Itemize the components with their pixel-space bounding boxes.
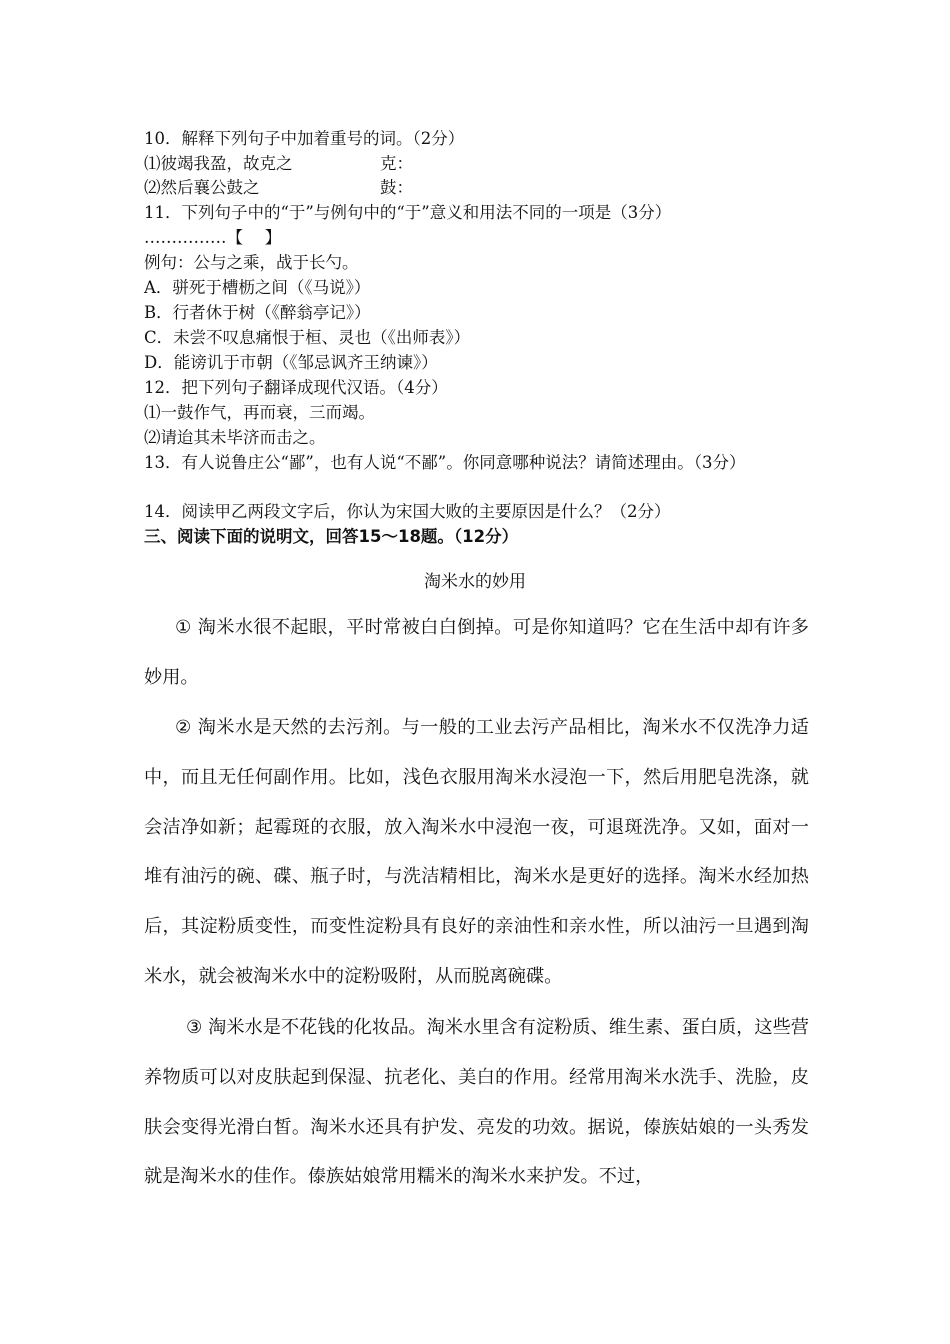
question-11-answer-bracket: ……………【 】 [144, 228, 282, 247]
question-10-item-2 [144, 176, 413, 200]
question-11-option-c: C．未尝不叹息痛恨于桓、灵也（《出师表》） [144, 328, 471, 347]
question-12-stem: 12．把下列句子翻译成现代汉语。（4分） [144, 378, 448, 397]
question-11-option-b: B．行者休于树（《醉翁亭记》） [144, 303, 371, 322]
question-10-item-1 [144, 152, 413, 176]
article-paragraph-2: ② 淘米水是天然的去污剂。与一般的工业去污产品相比，淘米水不仅洗净力适中，而且无任何副作用。比如，浅色衣服用淘米水浸泡一下，然后用肥皂洗涤，就会洁净如新；起霉斑的衣服，放入淘米水中浸泡一夜，可退斑洗净。又如，面对一堆有油污的碗、碟、瓶子时，与洗洁精相比，淘米水是更好的选择。淘米水经加热后，其淀粉质变性，而变性淀粉具有良好的亲油性和亲水性，所以油污一旦遇到淘米水，就会被淘米水中的淀粉吸附，从而脱离碗碟。 [144, 717, 809, 987]
question-10-item-2-label: 鼓： [380, 178, 413, 197]
question-14-stem: 14．阅读甲乙两段文字后，你认为宋国大败的主要原因是什么？（2分） [144, 502, 671, 521]
question-12-item-2: ⑵请迨其未毕济而击之。 [144, 428, 326, 447]
question-10-item-1-text: ⑴彼竭我盈，故克之 [144, 154, 293, 173]
question-11-stem: 11．下列句子中的“于”与例句中的“于”意义和用法不同的一项是（3分） [144, 203, 672, 222]
question-11-option-a: A．骈死于槽枥之间（《马说》） [144, 278, 371, 297]
article-title: 淘米水的妙用 [424, 572, 526, 592]
question-12-item-1: ⑴一鼓作气，再而衰，三而竭。 [144, 403, 375, 422]
question-11-example: 例句：公与之乘，战于长勺。 [144, 253, 359, 272]
article-paragraph-1: ① 淘米水很不起眼，平时常被白白倒掉。可是你知道吗？它在生活中却有许多妙用。 [144, 617, 809, 688]
question-10-item-1-label: 克： [380, 154, 413, 173]
question-10-item-2-text: ⑵然后襄公鼓之 [144, 178, 260, 197]
article-paragraph-3: ③ 淘米水是不花钱的化妆品。淘米水里含有淀粉质、维生素、蛋白质，这些营养物质可以对皮肤起到保湿、抗老化、美白的作用。经常用淘米水洗手、洗脸，皮肤会变得光滑白皙。淘米水还具有护发、亮发的功效。据说，傣族姑娘的一头秀发就是淘米水的佳作。傣族姑娘常用糯米的淘米水来护发。不过， [144, 1017, 809, 1188]
question-11-option-d: D．能谤讥于市朝（《邹忌讽齐王纳谏》） [144, 353, 438, 372]
section-3-heading: 三、阅读下面的说明文，回答15～18题。（12分） [144, 527, 519, 546]
question-10-stem: 10．解释下列句子中加着重号的词。（2分） [144, 129, 465, 148]
question-13-stem: 13．有人说鲁庄公“鄙”，也有人说“不鄙”。你同意哪种说法？请简述理由。（3分） [144, 453, 746, 472]
